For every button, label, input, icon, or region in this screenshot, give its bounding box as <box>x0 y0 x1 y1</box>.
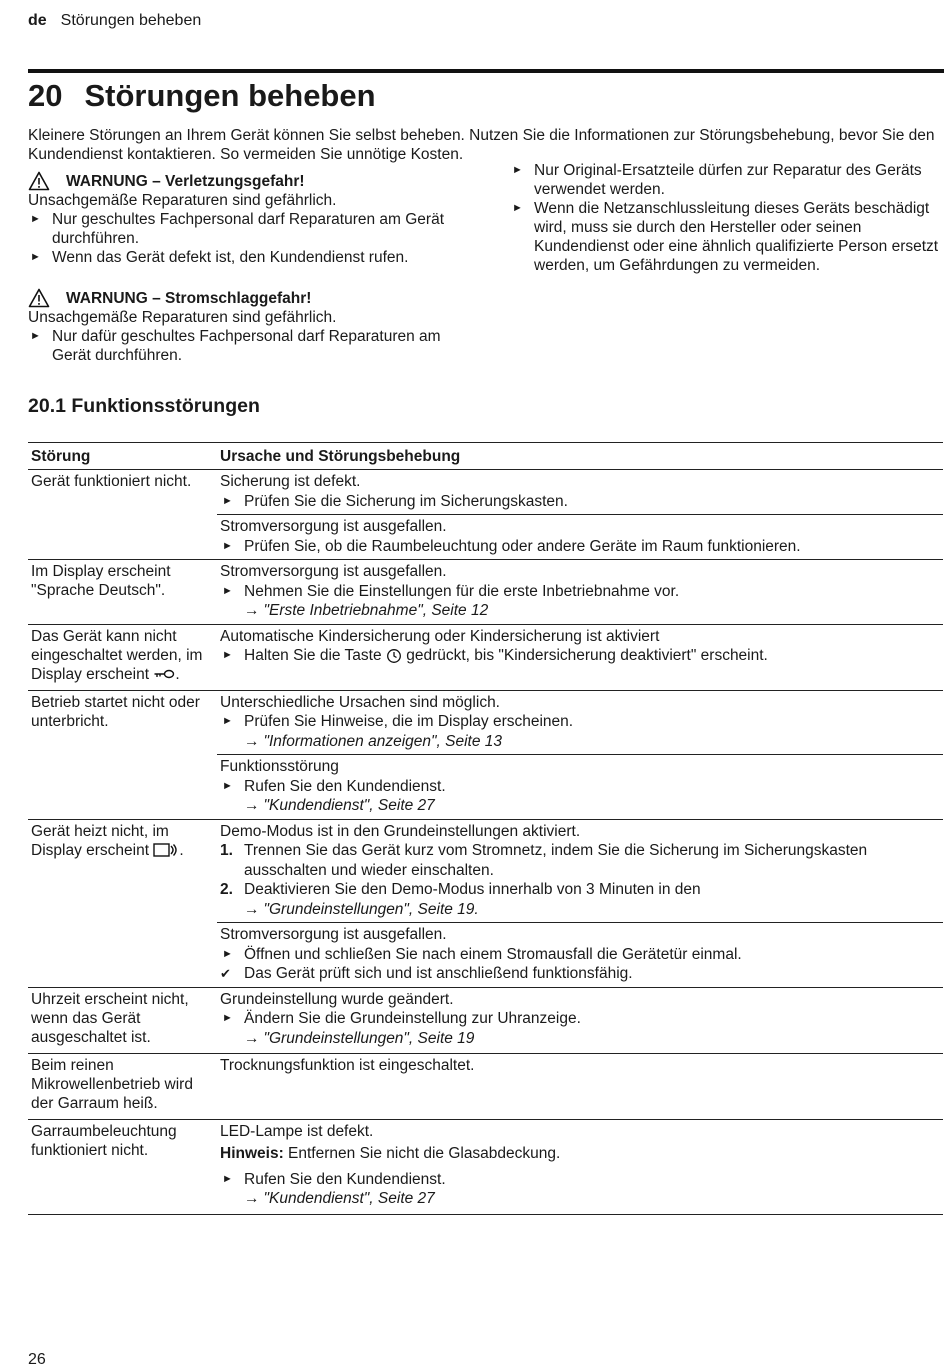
page-header <box>28 11 201 30</box>
chapter-title <box>28 76 376 116</box>
cause-block: Stromversorgung ist ausgefallen. ► Nehmen Sie die Einstellungen für die erste Inbetriebnahme vor. → "Erste Inbetriebnahme", Seite 12 <box>217 560 943 624</box>
table-row <box>28 1053 943 1119</box>
page-reference[interactable]: → "Grundeinstellungen", Seite 19. <box>244 900 479 918</box>
issue-cell: Garraumbeleuchtung funktioniert nicht. <box>28 1119 217 1214</box>
warning-title: WARNUNG – Verletzungsgefahr! <box>28 171 458 191</box>
cause-block: Stromversorgung ist ausgefallen. ► Prüfen Sie, ob die Raumbeleuchtung oder andere Geräte im Raum funktionieren. <box>217 514 943 559</box>
cause-block: Automatische Kindersicherung oder Kindersicherung ist aktiviert ► Halten Sie die Taste gedrückt, bis "Kindersicherung deaktiviert" erscheint. <box>220 627 768 664</box>
cause-block: Stromversorgung ist ausgefallen. ► Öffnen und schließen Sie nach einem Stromausfall die Gerätetür einmal. ✔ Das Gerät prüft sich und ist anschließend funktionsfähig. <box>217 922 943 987</box>
arrow-right-icon: → <box>244 797 260 814</box>
safety-bullet: ► Wenn die Netzanschlussleitung dieses Geräts beschädigt wird, muss sie durch den Hersteller oder seinen Kundendienst oder eine ähnlich qualifizierte Person ersetzt werden, um Gefährdungen zu vermeiden. <box>512 200 939 274</box>
page-reference[interactable]: → "Kundendienst", Seite 27 <box>244 1190 435 1207</box>
cause-block: Sicherung ist defekt. ► Prüfen Sie die Sicherung im Sicherungskasten. <box>220 473 568 510</box>
warning-electric <box>28 288 458 365</box>
cause-block: Grundeinstellung wurde geändert. ► Ändern Sie die Grundeinstellung zur Uhranzeige. → "Grundeinstellungen", Seite 19 <box>217 988 943 1052</box>
warning-injury <box>28 171 458 267</box>
key-icon <box>153 668 175 680</box>
warnings-column <box>28 171 458 365</box>
cause-block: LED-Lampe ist defekt. Hinweis: Entfernen Sie nicht die Glasabdeckung. ► Rufen Sie den Kundendienst. → "Kundendienst", Seite 27 <box>217 1120 943 1214</box>
column-header-issue: Störung <box>28 443 217 470</box>
warning-text: Unsachgemäße Reparaturen sind gefährlich. <box>28 192 337 209</box>
safety-bullet: ► Nur Original-Ersatzteile dürfen zur Reparatur des Geräts verwendet werden. <box>512 162 922 198</box>
warning-bullet: ► Nur geschultes Fachpersonal darf Reparaturen am Gerät durchführen. <box>30 211 445 247</box>
table-row <box>28 1119 943 1214</box>
section-title: 20.1 Funktionsstörungen <box>28 395 260 417</box>
warning-bullet: ► Wenn das Gerät defekt ist, den Kundendienst rufen. <box>30 249 409 266</box>
table-row <box>28 987 943 1053</box>
table-header-row <box>28 443 943 470</box>
clock-icon <box>386 648 402 664</box>
arrow-right-icon: → <box>244 602 260 619</box>
chapter-title-text: Störungen beheben <box>84 78 376 113</box>
page-reference[interactable]: → "Informationen anzeigen", Seite 13 <box>244 732 502 750</box>
arrow-right-icon: → <box>244 1029 260 1047</box>
arrow-right-icon: → <box>244 732 260 750</box>
demo-mode-icon <box>153 842 179 858</box>
issue-cell: Im Display erscheint "Sprache Deutsch". <box>28 560 217 625</box>
issue-cell: Beim reinen Mikrowellenbetrieb wird der Garraum heiß. <box>28 1053 217 1119</box>
warning-title: WARNUNG – Stromschlaggefahr! <box>28 288 458 308</box>
arrow-right-icon: → <box>244 1190 260 1207</box>
table-row <box>28 624 943 690</box>
arrow-right-icon: → <box>244 900 260 918</box>
cause-block: Trocknungsfunktion ist eingeschaltet. <box>220 1056 475 1074</box>
hint-note: Hinweis: Entfernen Sie nicht die Glasabdeckung. <box>220 1145 561 1162</box>
warning-bullet: ► Nur dafür geschultes Fachpersonal darf Reparaturen am Gerät durchführen. <box>30 328 441 364</box>
issue-cell: Gerät heizt nicht, im Display erscheint . <box>28 819 217 987</box>
table-row <box>28 470 943 560</box>
header-rule <box>28 69 944 73</box>
header-title: Störungen beheben <box>60 12 202 29</box>
page-reference[interactable]: → "Kundendienst", Seite 27 <box>244 797 435 814</box>
cause-block: Demo-Modus ist in den Grundeinstellungen aktiviert. 1. Trennen Sie das Gerät kurz vom Stromnetz, indem Sie die Sicherung im Sicherungskasten ausschalten und wieder einschalten. 2. Deaktivieren Sie den Demo-Modus innerhalb von 3 Minuten in den → "Grundeinstellungen", Seite 19. <box>217 820 943 923</box>
language-code: de <box>28 12 47 29</box>
warning-triangle-icon <box>28 288 50 308</box>
page-number: 26 <box>28 1351 46 1368</box>
issue-cell: Betrieb startet nicht oder unterbricht. <box>28 690 217 819</box>
column-header-cause: Ursache und Störungsbehebung <box>217 443 943 470</box>
table-row <box>28 819 943 987</box>
cause-block: Unterschiedliche Ursachen sind möglich. ► Prüfen Sie Hinweise, die im Display erscheinen. → "Informationen anzeigen", Seite 13 <box>217 691 943 755</box>
troubleshooting-table <box>28 442 943 1215</box>
warning-triangle-icon <box>28 171 50 191</box>
issue-cell: Gerät funktioniert nicht. <box>28 470 217 560</box>
issue-cell: Uhrzeit erscheint nicht, wenn das Gerät ausgeschaltet ist. <box>28 987 217 1053</box>
issue-cell: Das Gerät kann nicht eingeschaltet werden, im Display erscheint . <box>28 624 217 690</box>
table-row <box>28 560 943 625</box>
safety-bullets-column <box>510 161 940 275</box>
intro-text: Kleinere Störungen an Ihrem Gerät können Sie selbst beheben. Nutzen Sie die Informationen zur Störungsbehebung, bevor Sie den Kundendienst kontaktieren. So vermeiden Sie unnötige Kosten. <box>28 127 935 163</box>
chapter-number: 20 <box>28 78 63 113</box>
table-row <box>28 690 943 819</box>
page-reference[interactable]: → "Erste Inbetriebnahme", Seite 12 <box>244 602 489 619</box>
warning-text: Unsachgemäße Reparaturen sind gefährlich. <box>28 309 337 326</box>
page-reference[interactable]: → "Grundeinstellungen", Seite 19 <box>244 1029 475 1047</box>
check-icon: ✔ <box>220 966 231 981</box>
cause-block: Funktionsstörung ► Rufen Sie den Kundendienst. → "Kundendienst", Seite 27 <box>217 754 943 819</box>
